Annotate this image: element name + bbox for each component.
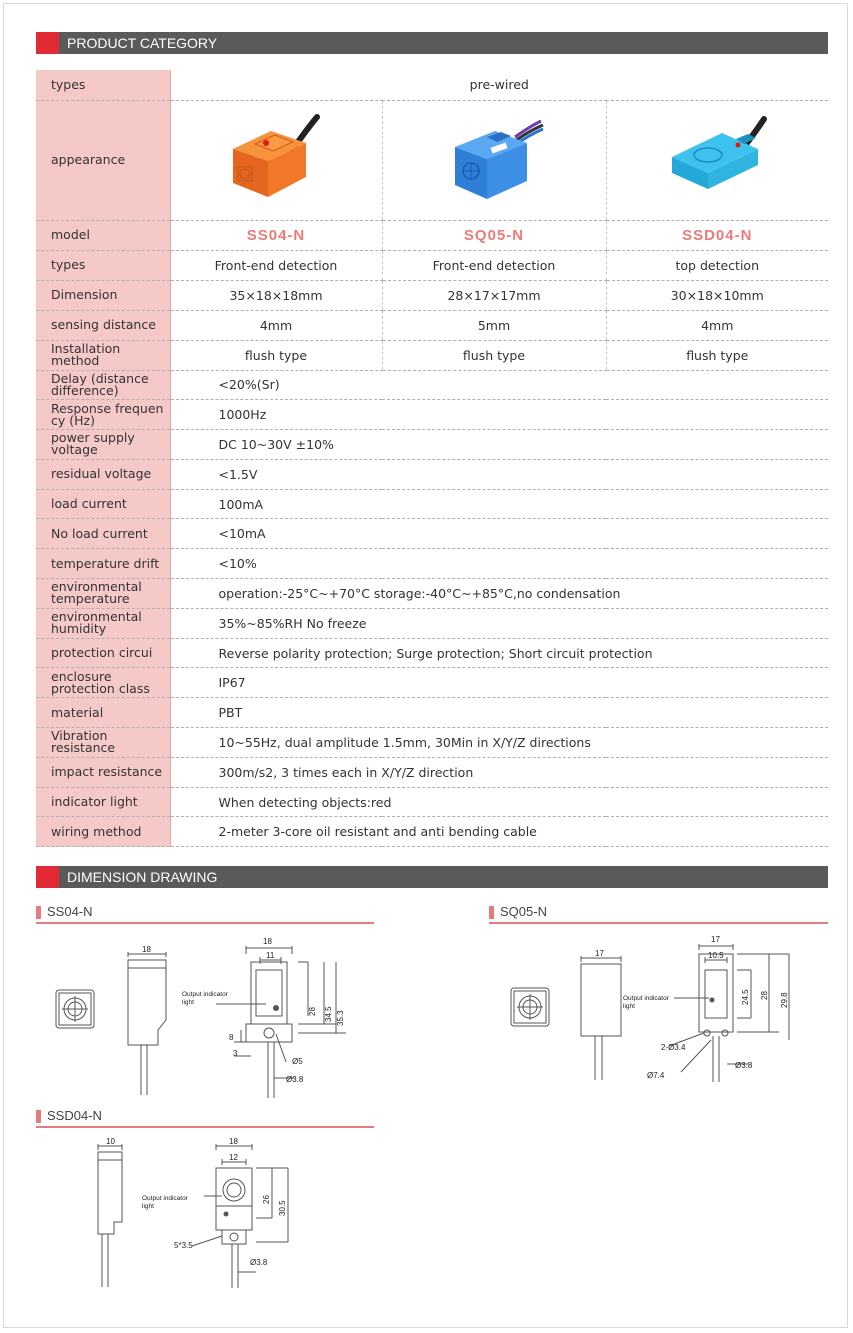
row-value: operation:-25°C~+70°C storage:-40°C~+85°C,no condensation (170, 579, 828, 609)
sq05-drawing-title (489, 904, 828, 924)
dim-label: 17 (711, 935, 720, 944)
indicator-label: light (623, 1003, 635, 1010)
label-line: method (51, 353, 100, 368)
dim-label: 26 (262, 1195, 271, 1204)
ssd04-drawing-title (36, 1108, 374, 1128)
row-label (36, 459, 170, 489)
row-value: When detecting objects:red (170, 787, 828, 817)
ss04-drawing-title (36, 904, 374, 924)
table-row (36, 579, 828, 609)
indicator-label: Output indicator (623, 995, 669, 1002)
table-row (36, 549, 828, 579)
table-row (36, 70, 828, 100)
table-row (36, 519, 828, 549)
label-line: material (51, 704, 104, 720)
row-label (36, 608, 170, 638)
table-row (36, 250, 828, 280)
spec-table (36, 70, 828, 847)
dim-label: 12 (229, 1153, 238, 1162)
dim-label: 35.3 (336, 1010, 345, 1026)
product-category-header (36, 32, 828, 54)
table-row (36, 100, 828, 220)
sq05-dimension-drawing (489, 930, 829, 1095)
label-line: indicator light (51, 794, 138, 810)
cell: 4mm (606, 310, 828, 340)
model-ssd04: SSD04-N (606, 220, 828, 250)
dim-label: 28 (308, 1007, 317, 1016)
dim-label: Ø5 (292, 1057, 303, 1066)
row-label: types (36, 70, 170, 100)
row-label: sensing distance (36, 310, 170, 340)
row-label (36, 579, 170, 609)
table-row (36, 638, 828, 668)
ssd04-dimension-drawing (36, 1132, 356, 1292)
table-row (36, 459, 828, 489)
model-ss04: SS04-N (170, 220, 382, 250)
row-label (36, 638, 170, 668)
indicator-label: light (182, 999, 194, 1006)
row-value: 100mA (170, 489, 828, 519)
row-label (36, 817, 170, 847)
label-line: Response frequen (51, 400, 164, 416)
label-line: Installation (51, 341, 121, 356)
cell: flush type (606, 340, 828, 370)
label-line: temperature drift (51, 555, 160, 571)
model-sq05: SQ05-N (382, 220, 606, 250)
row-label (36, 519, 170, 549)
dim-label: Ø3.8 (735, 1061, 753, 1070)
ss04-title-text: SS04-N (47, 904, 93, 919)
row-label (36, 340, 170, 370)
table-row (36, 400, 828, 430)
ssd04-title-text: SSD04-N (47, 1108, 102, 1123)
row-value: IP67 (170, 668, 828, 698)
cell: 30×18×10mm (606, 280, 828, 310)
dim-label: 8 (229, 1033, 234, 1042)
dim-label: 28 (760, 991, 769, 1000)
row-value: <20%(Sr) (170, 370, 828, 400)
row-value: <10mA (170, 519, 828, 549)
row-label (36, 787, 170, 817)
spec-rows (36, 370, 828, 847)
table-row (36, 698, 828, 728)
table-row (36, 608, 828, 638)
label-line: humidity (51, 621, 107, 637)
sq05-product-image (382, 100, 606, 220)
dim-label: 24.5 (741, 989, 750, 1005)
label-line: difference) (51, 382, 119, 398)
row-label (36, 668, 170, 698)
table-row (36, 787, 828, 817)
table-row (36, 340, 828, 370)
row-value: PBT (170, 698, 828, 728)
label-line: load current (51, 496, 127, 512)
product-category-title: PRODUCT CATEGORY (67, 35, 218, 51)
table-row (36, 728, 828, 758)
label-line: Delay (distance (51, 370, 149, 386)
indicator-label: Output indicator (142, 1195, 188, 1202)
sq05-title-text: SQ05-N (500, 904, 547, 919)
dim-label: 34.5 (324, 1006, 333, 1022)
dim-label: 11 (266, 951, 275, 960)
row-label: appearance (36, 100, 170, 220)
cell: 5mm (382, 310, 606, 340)
label-line: residual voltage (51, 466, 152, 482)
row-label (36, 728, 170, 758)
label-line: temperature (51, 591, 130, 607)
row-value: 2-meter 3-core oil resistant and anti bending cable (170, 817, 828, 847)
row-label (36, 489, 170, 519)
label-line: cy (Hz) (51, 412, 95, 428)
table-row (36, 489, 828, 519)
indicator-label: light (142, 1203, 154, 1210)
dim-label: 30.5 (278, 1200, 287, 1216)
dim-label: Ø3.8 (250, 1258, 268, 1267)
dim-label: 3 (233, 1049, 238, 1058)
label-line: protection class (51, 680, 150, 696)
cell: 35×18×18mm (170, 280, 382, 310)
dim-label: Ø3.8 (286, 1075, 304, 1084)
table-row (36, 668, 828, 698)
dim-label: 2-Ø3.4 (661, 1043, 686, 1052)
dim-label: Ø7.4 (647, 1071, 665, 1080)
ss04-dimension-drawing (36, 930, 376, 1105)
title-accent (36, 906, 41, 919)
title-accent (36, 1110, 41, 1123)
dim-label: 10 (106, 1137, 115, 1146)
cell: flush type (382, 340, 606, 370)
row-label: Dimension (36, 280, 170, 310)
row-label (36, 400, 170, 430)
ssd04-product-image (606, 100, 828, 220)
label-line: enclosure (51, 668, 112, 684)
dim-label: 18 (263, 937, 272, 946)
dimension-drawing-title: DIMENSION DRAWING (67, 869, 218, 885)
row-value: DC 10~30V ±10% (170, 430, 828, 460)
label-line: No load current (51, 525, 148, 541)
dim-label: 17 (595, 949, 604, 958)
label-line: impact resistance (51, 764, 163, 780)
ss04-product-image (170, 100, 382, 220)
dim-label: 29.8 (780, 992, 789, 1008)
cell: Front-end detection (170, 250, 382, 280)
row-label (36, 549, 170, 579)
title-accent (489, 906, 494, 919)
dim-label: 5*3.5 (174, 1241, 193, 1250)
row-label (36, 757, 170, 787)
table-row (36, 370, 828, 400)
table-row (36, 280, 828, 310)
dimension-drawing-header (36, 866, 828, 888)
row-value: 10~55Hz, dual amplitude 1.5mm, 30Min in X/Y/Z directions (170, 728, 828, 758)
row-label (36, 698, 170, 728)
table-row (36, 220, 828, 250)
cell: 28×17×17mm (382, 280, 606, 310)
label-line: Vibration resistance (51, 728, 116, 756)
table-row (36, 757, 828, 787)
row-value: 35%~85%RH No freeze (170, 608, 828, 638)
table-row (36, 430, 828, 460)
types-value: pre-wired (170, 70, 828, 100)
table-row (36, 310, 828, 340)
row-label (36, 370, 170, 400)
indicator-label: Output indicator (182, 991, 228, 998)
row-label: types (36, 250, 170, 280)
row-value: 1000Hz (170, 400, 828, 430)
row-label (36, 430, 170, 460)
row-label: model (36, 220, 170, 250)
row-value: <1.5V (170, 459, 828, 489)
cell: 4mm (170, 310, 382, 340)
label-line: wiring method (51, 823, 142, 839)
label-line: protection circui (51, 645, 153, 661)
dim-label: 18 (229, 1137, 238, 1146)
label-line: environmental (51, 609, 142, 625)
row-value: 300m/s2, 3 times each in X/Y/Z direction (170, 757, 828, 787)
cell: flush type (170, 340, 382, 370)
cell: top detection (606, 250, 828, 280)
row-value: Reverse polarity protection; Surge protection; Short circuit protection (170, 638, 828, 668)
label-line: environmental (51, 579, 142, 595)
dim-label: 10.5 (708, 951, 724, 960)
header-accent (36, 866, 59, 888)
dim-label: 18 (142, 945, 151, 954)
table-row (36, 817, 828, 847)
row-value: <10% (170, 549, 828, 579)
cell: Front-end detection (382, 250, 606, 280)
header-accent (36, 32, 59, 54)
label-line: power supply voltage (51, 430, 135, 458)
